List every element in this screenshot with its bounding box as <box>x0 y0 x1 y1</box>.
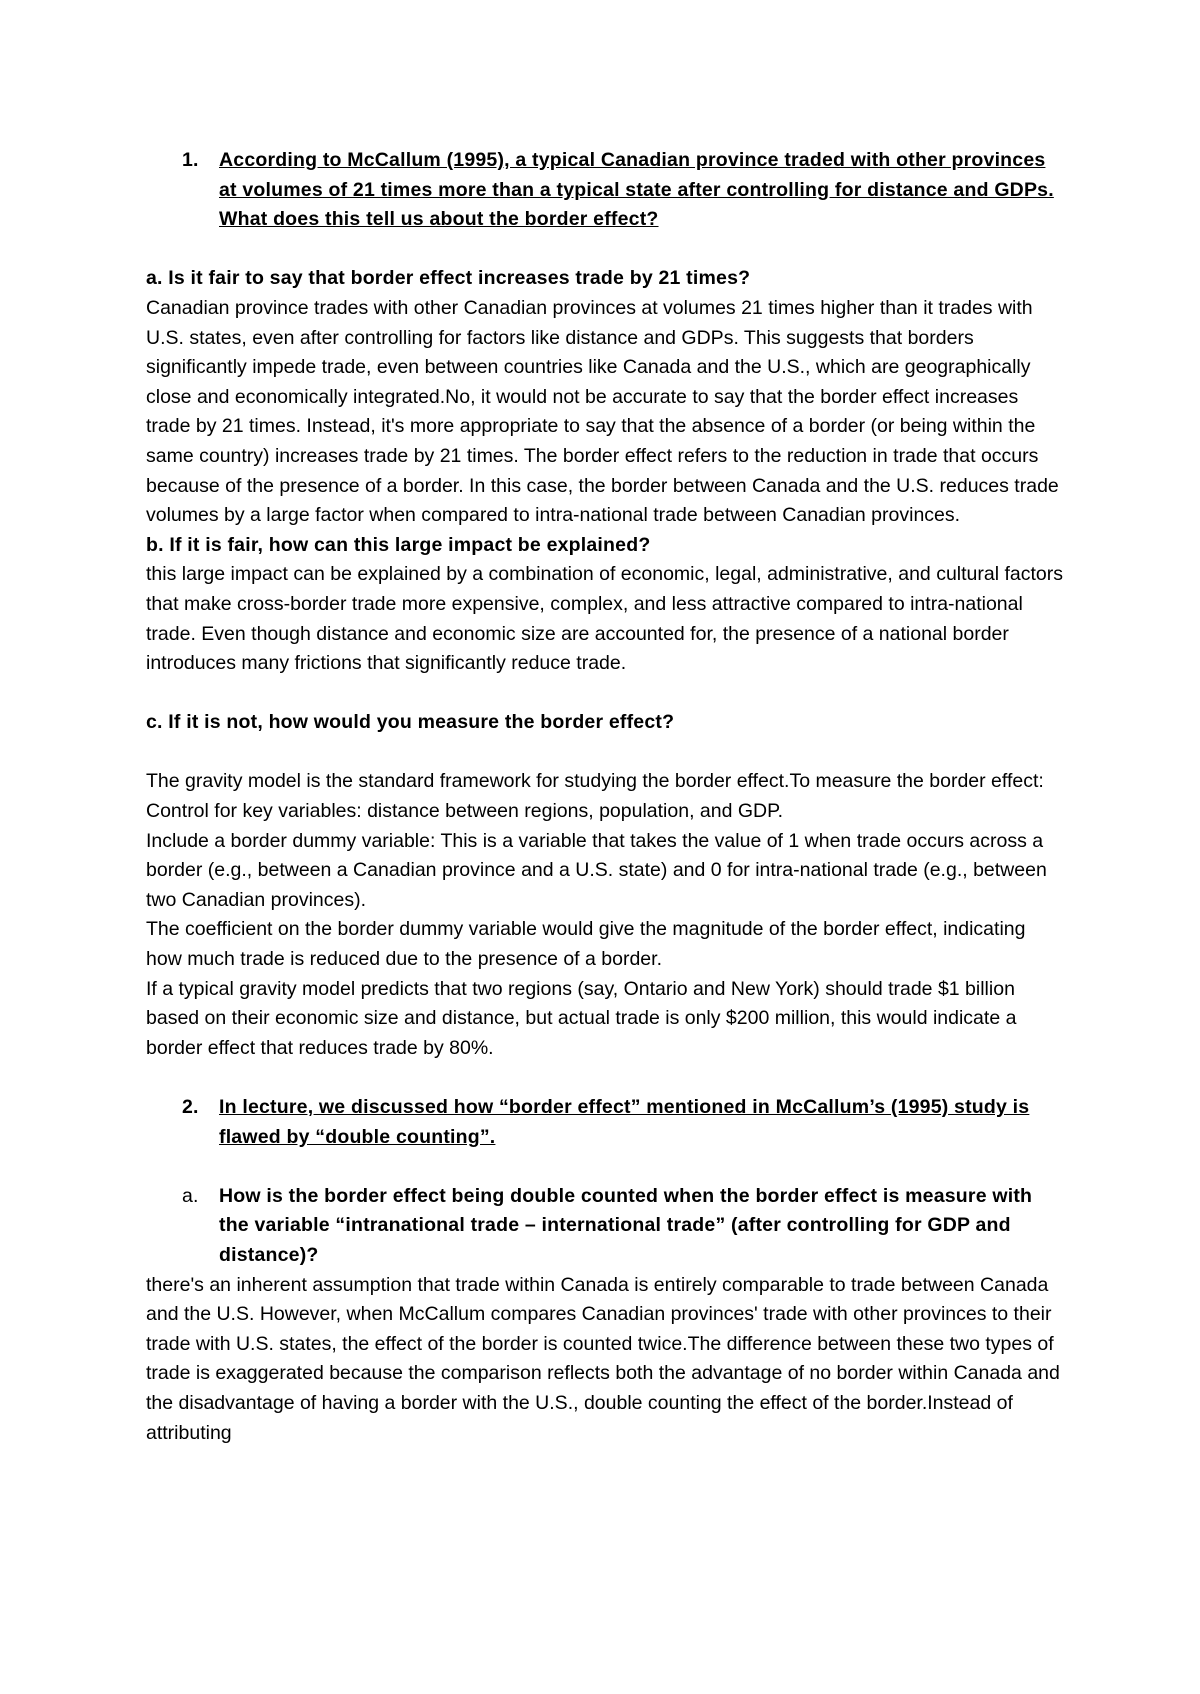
question-1b: b. If it is fair, how can this large impact be explained? <box>146 533 651 556</box>
spacer <box>146 1152 1066 1182</box>
question-2-text: In lecture, we discussed how “border effect” mentioned in McCallum’s (1995) study is flawed by “double counting”. <box>219 1096 1030 1148</box>
question-2a-letter: a. <box>182 1184 199 1207</box>
spacer <box>146 679 1066 709</box>
question-2a <box>146 1182 1066 1271</box>
answer-1b: this large impact can be explained by a combination of economic, legal, administrative, and cultural factors that make cross-border trade more expensive, complex, and less attractive compared to intra-national trade. Even though distance and economic size are accounted for, the presence of a national border introduces many frictions that significantly reduce trade. <box>146 563 1063 675</box>
question-1a: a. Is it fair to say that border effect increases trade by 21 times? <box>146 267 751 290</box>
answer-1c-line: The coefficient on the border dummy variable would give the magnitude of the border effect, indicating how much trade is reduced due to the presence of a border. <box>146 918 1026 971</box>
question-2a-text: How is the border effect being double counted when the border effect is measure with the variable “intranational trade – international trade” (after controlling for GDP and distance)? <box>219 1184 1033 1266</box>
spacer <box>146 738 1066 768</box>
spacer <box>146 235 1066 265</box>
answer-2a: there's an inherent assumption that trade within Canada is entirely comparable to trade between Canada and the U.S. However, when McCallum compares Canadian provinces' trade with other provinces to their trade with U.S. states, the effect of the border is counted twice.The difference between these two types of trade is exaggerated because the comparison reflects both the advantage of no border within Canada and the disadvantage of having a border with the U.S., double counting the effect of the border.Instead of attributing <box>146 1273 1060 1444</box>
question-1-number: 1. <box>182 149 199 171</box>
answer-1c-line: If a typical gravity model predicts that two regions (say, Ontario and New York) should trade $1 billion based on their economic size and distance, but actual trade is only $200 million, this would indicate a border effect that reduces trade by 80%. <box>146 977 1017 1059</box>
answer-1c-line: The gravity model is the standard framework for studying the border effect.To measure the border effect: <box>146 770 1044 793</box>
document-page <box>146 146 1066 1448</box>
answer-1c-line: Include a border dummy variable: This is a variable that takes the value of 1 when trade occurs across a border (e.g., between a Canadian province and a U.S. state) and 0 for intra-national trade (e.g., between two Canadian provinces). <box>146 829 1047 911</box>
answer-1c-line: Control for key variables: distance between regions, population, and GDP. <box>146 800 784 823</box>
question-2-heading <box>146 1093 1066 1152</box>
spacer <box>146 1063 1066 1093</box>
question-1-heading <box>146 146 1066 235</box>
question-2-number: 2. <box>182 1096 199 1118</box>
answer-1a: Canadian province trades with other Canadian provinces at volumes 21 times higher than it trades with U.S. states, even after controlling for factors like distance and GDPs. This suggests that borders significantly impede trade, even between countries like Canada and the U.S., which are geographically close and economically integrated.No, it would not be accurate to say that the border effect increases trade by 21 times. Instead, it's more appropriate to say that the absence of a border (or being within the same country) increases trade by 21 times. The border effect refers to the reduction in trade that occurs because of the presence of a border. In this case, the border between Canada and the U.S. reduces trade volumes by a large factor when compared to intra-national trade between Canadian provinces. <box>146 296 1059 527</box>
question-1-text: According to McCallum (1995), a typical Canadian province traded with other provinces at volumes of 21 times more than a typical state after controlling for distance and GDPs. What does this tell us about the border effect? <box>219 149 1054 231</box>
question-1c: c. If it is not, how would you measure the border effect? <box>146 711 675 734</box>
